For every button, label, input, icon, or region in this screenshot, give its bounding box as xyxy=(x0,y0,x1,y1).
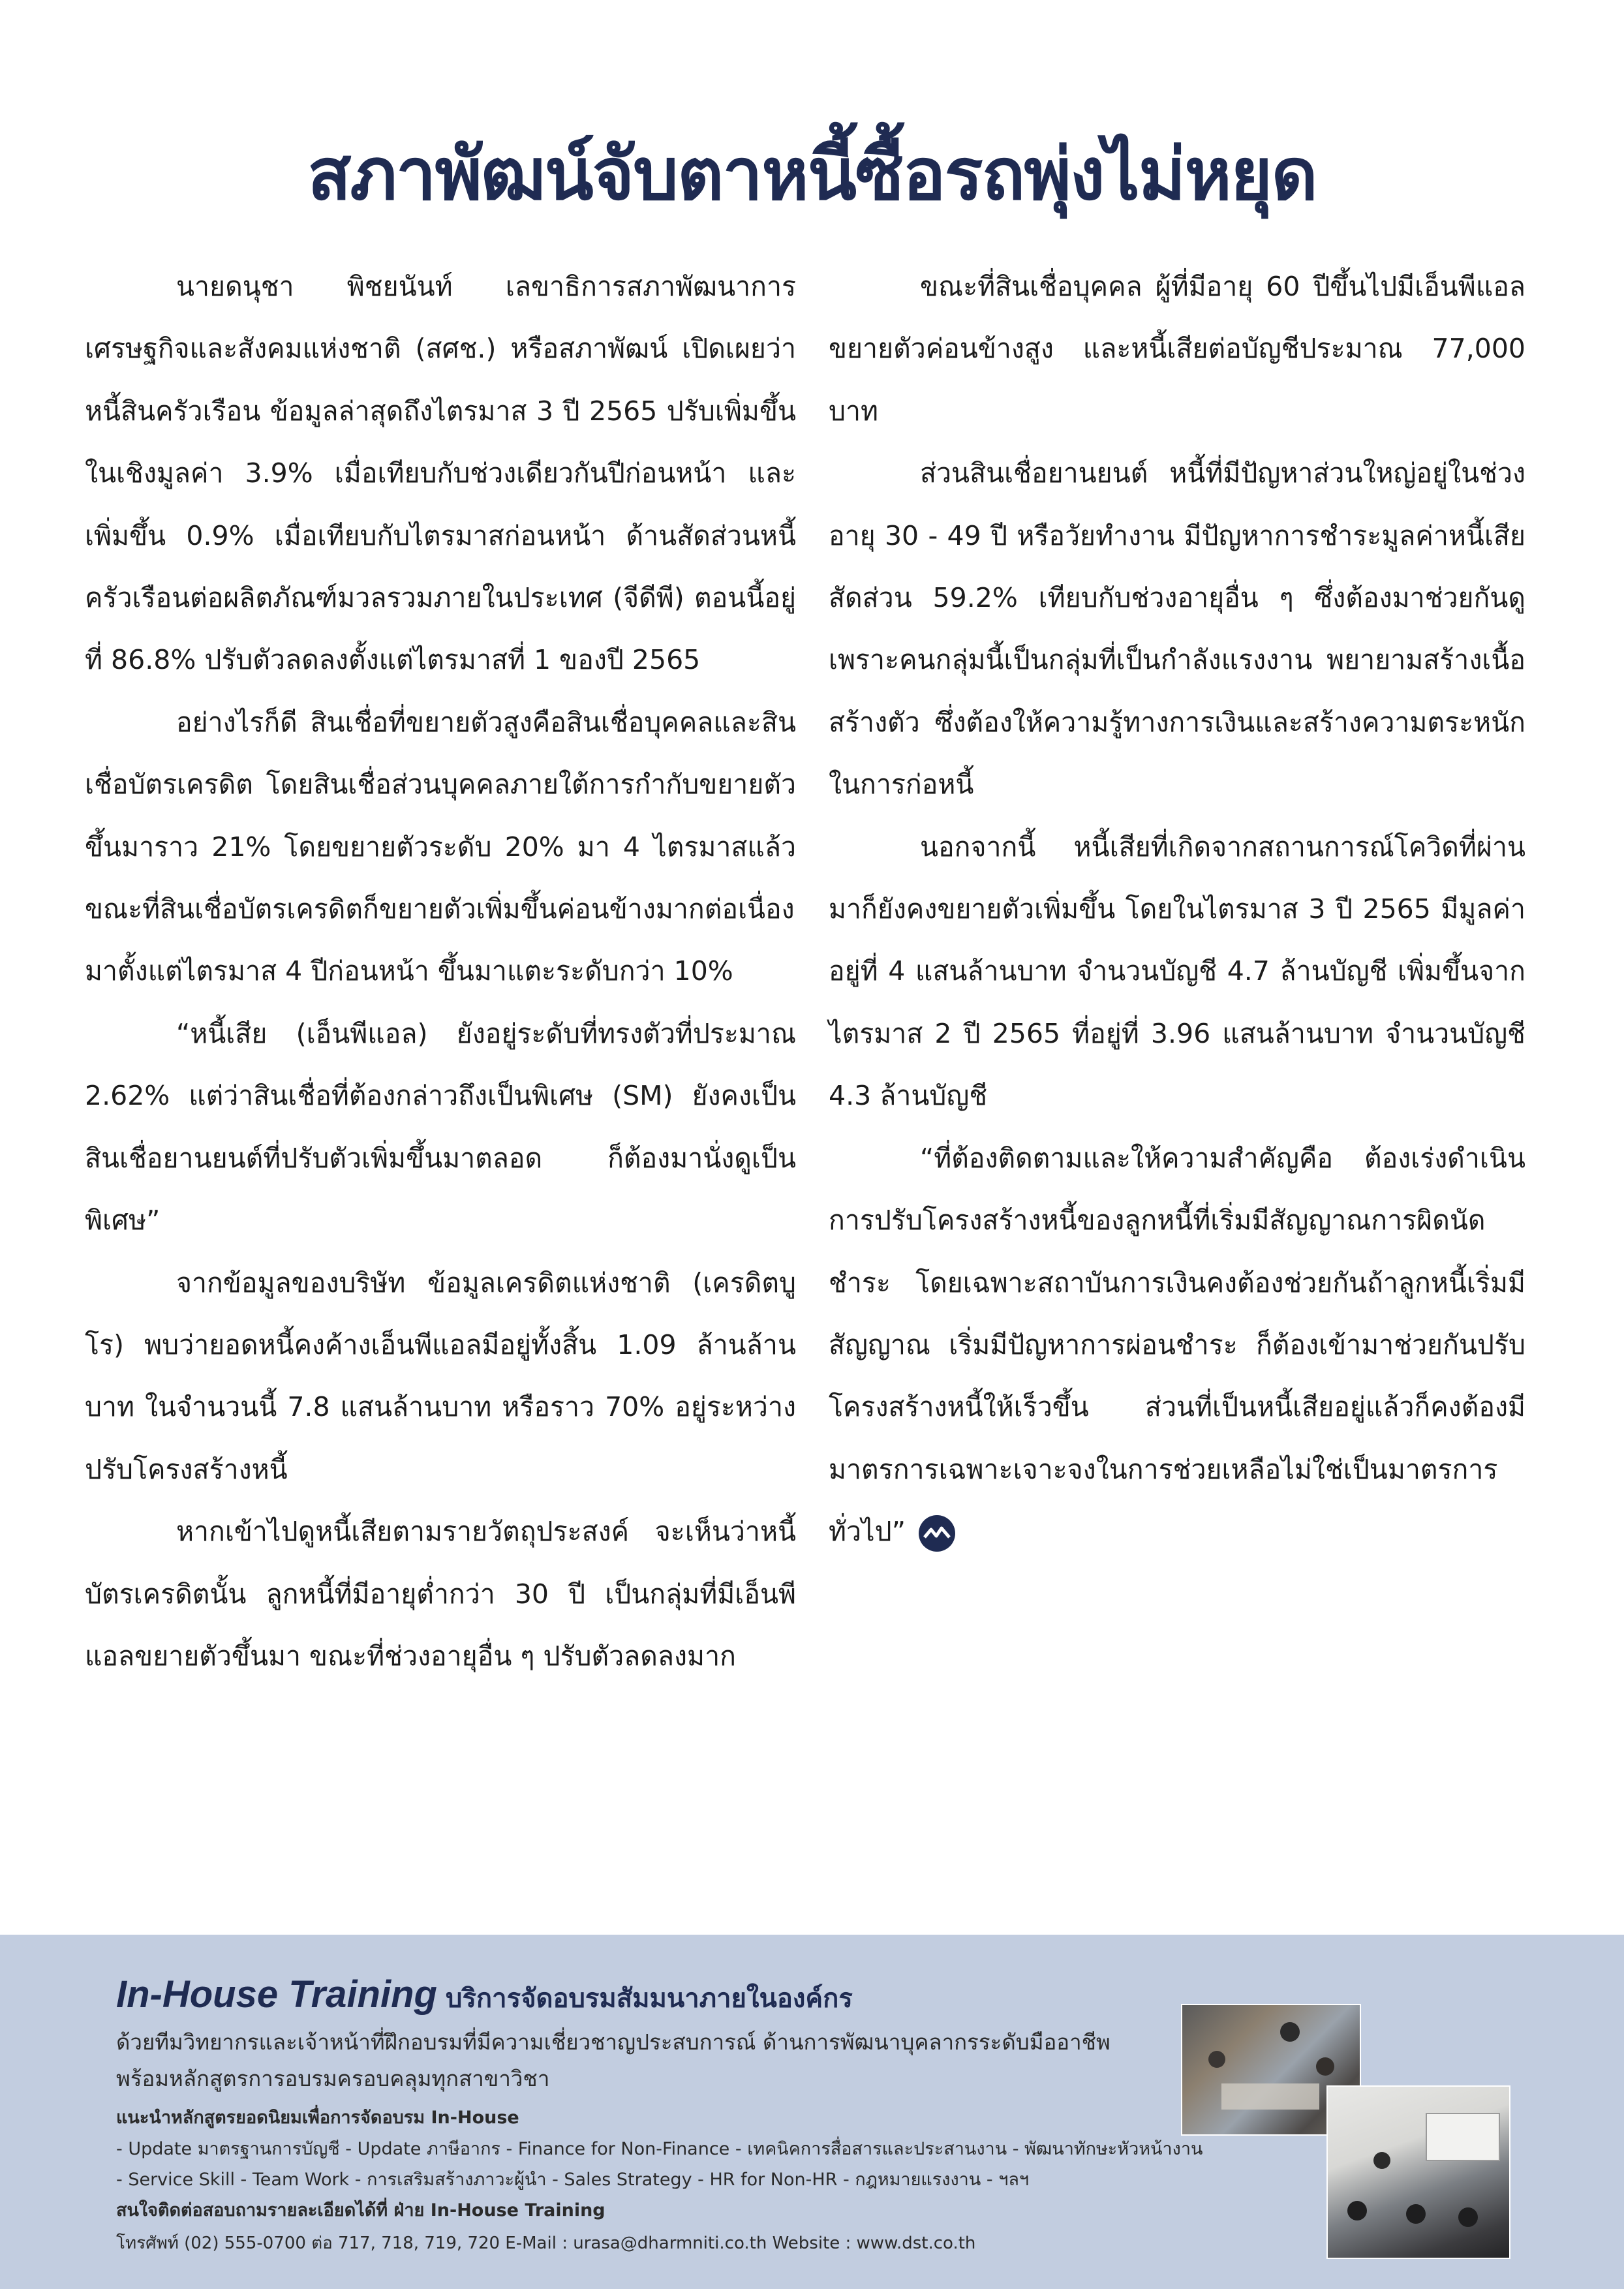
article-title: สภาพัฒน์จับตาหนี้ซื้อรถพุ่งไม่หยุด xyxy=(307,132,1317,216)
paragraph: อย่างไรก็ดี สินเชื่อที่ขยายตัวสูงคือสินเชื่อบุคคลและสินเชื่อบัตรเครดิต โดยสินเชื่อส่วนบุคคลภายใต้การกำกับขยายตัวขึ้นมาราว 21% โดยขยายตัวระดับ 20% มา 4 ไตรมาสแล้ว ขณะที่สินเชื่อบัตรเครดิตก็ขยายตัวเพิ่มขึ้นค่อนข้างมากต่อเนื่องมาตั้งแต่ไตรมาส 4 ปีก่อนหน้า ขึ้นมาแตะระดับกว่า 10% xyxy=(85,706,796,987)
footer-banner xyxy=(0,1935,1624,2289)
paragraph-text: “ที่ต้องติดตามและให้ความสำคัญคือ ต้องเร่งดำเนินการปรับโครงสร้างหนี้ของลูกหนี้ที่เริ่มมีสัญญาณการผิดนัดชำระ โดยเฉพาะสถาบันการเงินคงต้องช่วยกันถ้าลูกหนี้เริ่มมีสัญญาณ เริ่มมีปัญหาการผ่อนชำระ ก็ต้องเข้ามาช่วยกันปรับโครงสร้างหนี้ให้เร็วขึ้น ส่วนที่เป็นหนี้เสียอยู่แล้วก็คงต้องมีมาตรการเฉพาะเจาะจงในการช่วยเหลือไม่ใช่เป็นมาตรการทั่วไป” xyxy=(829,1142,1525,1548)
paragraph: หากเข้าไปดูหนี้เสียตามรายวัตถุประสงค์ จะเห็นว่าหนี้บัตรเครดิตนั้น ลูกหนี้ที่มีอายุต่ำกว่า 30 ปี เป็นกลุ่มที่มีเอ็นพีแอลขยายตัวขึ้นมา ขณะที่ช่วงอายุอื่น ๆ ปรับตัวลดลงมาก xyxy=(85,1516,796,1672)
footer-description: ด้วยทีมวิทยากรและเจ้าหน้าที่ฝึกอบรมที่มีความเชี่ยวชาญประสบการณ์ ด้านการพัฒนาบุคลากรระดับมืออาชีพ xyxy=(116,2029,1111,2055)
paragraph: จากข้อมูลของบริษัท ข้อมูลเครดิตแห่งชาติ (เครดิตบูโร) พบว่ายอดหนี้คงค้างเอ็นพีแอลมีอยู่ทั้งสิ้น 1.09 ล้านล้านบาท ในจำนวนนี้ 7.8 แสนล้านบาท หรือราว 70% อยู่ระหว่างปรับโครงสร้างหนี้ xyxy=(85,1267,796,1485)
right-column xyxy=(829,256,1525,1563)
left-column xyxy=(85,256,796,1687)
footer-course-list-2: - Service Skill - Team Work - การเสริมสร้างภาวะผู้นำ - Sales Strategy - HR for Non-HR - กฎหมายแรงงาน - ฯลฯ xyxy=(116,2170,1030,2190)
footer-heading xyxy=(116,1973,853,2019)
paragraph: นอกจากนี้ หนี้เสียที่เกิดจากสถานการณ์โควิดที่ผ่านมาก็ยังคงขยายตัวเพิ่มขึ้น โดยในไตรมาส 3 ปี 2565 มีมูลค่าอยู่ที่ 4 แสนล้านบาท จำนวนบัญชี 4.7 ล้านบัญชี เพิ่มขึ้นจากไตรมาส 2 ปี 2565 ที่อยู่ที่ 3.96 แสนล้านบาท จำนวนบัญชี 4.3 ล้านบัญชี xyxy=(829,831,1525,1112)
paragraph-last xyxy=(829,1128,1525,1563)
footer-brand-subtitle: บริการจัดอบรมสัมมนาภายในองค์กร xyxy=(446,1984,853,2014)
footer-brand: In-House Training xyxy=(116,1973,437,2016)
paragraph: “หนี้เสีย (เอ็นพีแอล) ยังอยู่ระดับที่ทรงตัวที่ประมาณ 2.62% แต่ว่าสินเชื่อที่ต้องกล่าวถึงเป็นพิเศษ (SM) ยังคงเป็นสินเชื่อยานยนต์ที่ปรับตัวเพิ่มขึ้นมาตลอด ก็ต้องมานั่งดูเป็นพิเศษ” xyxy=(85,1017,796,1237)
footer-contact-details: โทรศัพท์ (02) 555-0700 ต่อ 717, 718, 719, 720 E-Mail : urasa@dharmniti.co.th Website : www.dst.co.th xyxy=(116,2234,976,2253)
training-photo-2 xyxy=(1326,2085,1510,2259)
footer-description-2: พร้อมหลักสูตรการอบรมครอบคลุมทุกสาขาวิชา xyxy=(116,2066,550,2091)
end-mark-icon xyxy=(919,1515,955,1552)
footer-contact-heading: สนใจติดต่อสอบถามรายละเอียดได้ที่ ฝ่าย In-House Training xyxy=(116,2200,605,2220)
footer-course-heading: แนะนำหลักสูตรยอดนิยมเพื่อการจัดอบรม In-House xyxy=(116,2108,519,2128)
paragraph: ขณะที่สินเชื่อบุคคล ผู้ที่มีอายุ 60 ปีขึ้นไปมีเอ็นพีแอลขยายตัวค่อนข้างสูง และหนี้เสียต่อบัญชีประมาณ 77,000 บาท xyxy=(829,271,1525,427)
footer-course-list-1: - Update มาตรฐานการบัญชี - Update ภาษีอากร - Finance for Non-Finance - เทคนิคการสื่อสารและประสานงาน - พัฒนาทักษะหัวหน้างาน xyxy=(116,2139,1203,2159)
paragraph: นายดนุชา พิชยนันท์ เลขาธิการสภาพัฒนาการเศรษฐกิจและสังคมแห่งชาติ (สศช.) หรือสภาพัฒน์ เปิดเผยว่า หนี้สินครัวเรือน ข้อมูลล่าสุดถึงไตรมาส 3 ปี 2565 ปรับเพิ่มขึ้นในเชิงมูลค่า 3.9% เมื่อเทียบกับช่วงเดียวกันปีก่อนหน้า และเพิ่มขึ้น 0.9% เมื่อเทียบกับไตรมาสก่อนหน้า ด้านสัดส่วนหนี้ครัวเรือนต่อผลิตภัณฑ์มวลรวมภายในประเทศ (จีดีพี) ตอนนี้อยู่ที่ 86.8% ปรับตัวลดลงตั้งแต่ไตรมาสที่ 1 ของปี 2565 xyxy=(85,271,796,676)
paragraph: ส่วนสินเชื่อยานยนต์ หนี้ที่มีปัญหาส่วนใหญ่อยู่ในช่วงอายุ 30 - 49 ปี หรือวัยทำงาน มีปัญหาการชำระมูลค่าหนี้เสียสัดส่วน 59.2% เทียบกับช่วงอายุอื่น ๆ ซึ่งต้องมาช่วยกันดู เพราะคนกลุ่มนี้เป็นกลุ่มที่เป็นกำลังแรงงาน พยายามสร้างเนื้อสร้างตัว ซึ่งต้องให้ความรู้ทางการเงินและสร้างความตระหนักในการก่อหนี้ xyxy=(829,457,1525,801)
